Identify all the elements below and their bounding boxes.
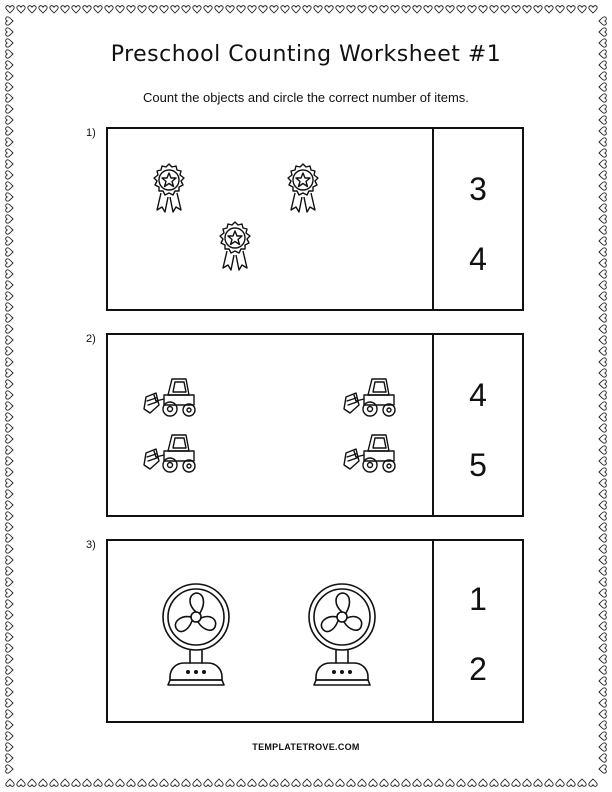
heart-icon: [599, 589, 606, 597]
heart-icon: [391, 6, 399, 13]
question-3-box: [106, 539, 524, 723]
heart-icon: [599, 204, 606, 212]
heart-icon: [556, 779, 564, 786]
heart-icon: [6, 149, 13, 157]
heart-icon: [6, 391, 13, 399]
heart-icon: [468, 6, 476, 13]
heart-icon: [599, 699, 606, 707]
heart-icon: [259, 6, 267, 13]
heart-icon: [599, 380, 606, 388]
heart-icon: [6, 270, 13, 278]
object-area: [108, 541, 434, 721]
heart-icon: [50, 779, 58, 786]
heart-icon: [413, 6, 421, 13]
heart-icon: [599, 28, 606, 36]
heart-icon: [599, 446, 606, 454]
heart-icon: [6, 754, 13, 762]
heart-icon: [314, 6, 322, 13]
heart-icon: [599, 435, 606, 443]
heart-icon: [105, 779, 113, 786]
heart-icon: [512, 779, 520, 786]
heart-icon: [171, 779, 179, 786]
heart-icon: [599, 336, 606, 344]
heart-icon: [347, 779, 355, 786]
heart-icon: [6, 105, 13, 113]
heart-icon: [479, 779, 487, 786]
heart-icon: [589, 779, 597, 786]
heart-icon: [237, 779, 245, 786]
heart-icon: [599, 237, 606, 245]
heart-icon: [6, 622, 13, 630]
heart-icon: [6, 160, 13, 168]
heart-icon: [599, 688, 606, 696]
heart-icon: [215, 6, 223, 13]
heart-icon: [468, 779, 476, 786]
heart-icon: [435, 779, 443, 786]
answer-choices: [434, 129, 522, 309]
answer-choice[interactable]: 4: [469, 377, 487, 413]
heart-icon: [599, 248, 606, 256]
heart-icon: [6, 72, 13, 80]
heart-icon: [599, 369, 606, 377]
heart-icon: [325, 779, 333, 786]
heart-icon: [599, 226, 606, 234]
heart-icon: [599, 347, 606, 355]
heart-icon: [6, 556, 13, 564]
electric-fan-icon: [160, 581, 232, 691]
heart-icon: [534, 6, 542, 13]
heart-icon: [599, 578, 606, 586]
heart-icon: [314, 779, 322, 786]
heart-icon: [599, 413, 606, 421]
heart-icon: [61, 6, 69, 13]
heart-icon: [226, 779, 234, 786]
heart-icon: [6, 779, 14, 786]
answer-choices: [434, 335, 522, 515]
heart-icon: [336, 779, 344, 786]
heart-icon: [292, 6, 300, 13]
answer-choice[interactable]: 3: [469, 171, 487, 207]
heart-icon: [599, 721, 606, 729]
heart-icon: [6, 545, 13, 553]
heart-icon: [599, 677, 606, 685]
heart-icon: [6, 666, 13, 674]
heart-icon: [292, 779, 300, 786]
electric-fan-icon: [306, 581, 378, 691]
heart-icon: [215, 779, 223, 786]
heart-icon: [6, 732, 13, 740]
heart-icon: [6, 677, 13, 685]
question-1-box: [106, 127, 524, 311]
heart-icon: [6, 765, 13, 773]
heart-icon: [83, 779, 91, 786]
heart-icon: [61, 779, 69, 786]
heart-icon: [599, 655, 606, 663]
heart-icon: [512, 6, 520, 13]
heart-icon: [599, 358, 606, 366]
heart-icon: [303, 6, 311, 13]
heart-icon: [6, 171, 13, 179]
heart-icon: [599, 72, 606, 80]
heart-icon: [523, 779, 531, 786]
heart-icon: [6, 336, 13, 344]
answer-choice[interactable]: 5: [469, 447, 487, 483]
heart-icon: [567, 779, 575, 786]
heart-icon: [6, 699, 13, 707]
instructions-text: Count the objects and circle the correct number of items.: [143, 90, 469, 105]
heart-icon: [599, 754, 606, 762]
heart-icon: [105, 6, 113, 13]
heart-icon: [6, 633, 13, 641]
heart-icon: [599, 732, 606, 740]
heart-icon: [545, 6, 553, 13]
heart-icon: [204, 6, 212, 13]
heart-icon: [599, 171, 606, 179]
heart-icon: [523, 6, 531, 13]
heart-icon: [6, 402, 13, 410]
heart-icon: [6, 193, 13, 201]
object-area: [108, 129, 434, 309]
heart-icon: [94, 779, 102, 786]
heart-icon: [490, 779, 498, 786]
heart-icon: [6, 490, 13, 498]
heart-icon: [138, 779, 146, 786]
answer-choices: [434, 541, 522, 721]
heart-icon: [599, 424, 606, 432]
heart-icon: [599, 215, 606, 223]
heart-icon: [6, 457, 13, 465]
heart-icon: [6, 369, 13, 377]
heart-icon: [6, 655, 13, 663]
heart-icon: [6, 578, 13, 586]
heart-icon: [171, 6, 179, 13]
heart-icon: [6, 259, 13, 267]
heart-icon: [599, 501, 606, 509]
heart-icon: [501, 6, 509, 13]
heart-icon: [599, 402, 606, 410]
heart-icon: [281, 6, 289, 13]
heart-icon: [270, 779, 278, 786]
heart-icon: [248, 6, 256, 13]
heart-icon: [149, 779, 157, 786]
heart-icon: [226, 6, 234, 13]
heart-icon: [599, 160, 606, 168]
heart-icon: [6, 435, 13, 443]
heart-icon: [6, 413, 13, 421]
heart-icon: [599, 545, 606, 553]
heart-icon: [17, 779, 25, 786]
heart-icon: [369, 779, 377, 786]
heart-icon: [446, 779, 454, 786]
heart-icon: [599, 534, 606, 542]
heart-icon: [380, 6, 388, 13]
heart-icon: [501, 779, 509, 786]
heart-icon: [6, 380, 13, 388]
heart-icon: [578, 6, 586, 13]
heart-icon: [599, 633, 606, 641]
heart-icon: [6, 721, 13, 729]
heart-icon: [599, 105, 606, 113]
heart-icon: [193, 779, 201, 786]
heart-icon: [160, 779, 168, 786]
heart-icon: [6, 292, 13, 300]
heart-icon: [50, 6, 58, 13]
heart-icon: [6, 468, 13, 476]
heart-icon: [599, 270, 606, 278]
heart-icon: [599, 149, 606, 157]
heart-icon: [380, 779, 388, 786]
heart-icon: [248, 779, 256, 786]
heart-icon: [6, 17, 13, 25]
heart-icon: [6, 237, 13, 245]
award-ribbon-icon: [216, 221, 254, 275]
heart-icon: [556, 6, 564, 13]
heart-icon: [446, 6, 454, 13]
heart-icon: [6, 446, 13, 454]
heart-icon: [6, 358, 13, 366]
heart-icon: [6, 347, 13, 355]
heart-icon: [599, 127, 606, 135]
heart-icon: [599, 182, 606, 190]
award-ribbon-icon: [284, 163, 322, 217]
heart-icon: [6, 424, 13, 432]
heart-icon: [6, 512, 13, 520]
heart-icon: [599, 710, 606, 718]
heart-icon: [599, 303, 606, 311]
heart-icon: [435, 6, 443, 13]
heart-icon: [6, 589, 13, 597]
heart-icon: [6, 182, 13, 190]
heart-icon: [6, 248, 13, 256]
heart-icon: [116, 779, 124, 786]
heart-icon: [599, 611, 606, 619]
heart-icon: [358, 779, 366, 786]
heart-icon: [6, 534, 13, 542]
heart-icon: [545, 779, 553, 786]
heart-icon: [358, 6, 366, 13]
heart-icon: [534, 779, 542, 786]
heart-icon: [599, 765, 606, 773]
heart-icon: [72, 6, 80, 13]
heart-icon: [182, 6, 190, 13]
heart-icon: [6, 127, 13, 135]
heart-icon: [83, 6, 91, 13]
heart-icon: [347, 6, 355, 13]
heart-icon: [6, 116, 13, 124]
heart-icon: [599, 468, 606, 476]
heart-icon: [599, 314, 606, 322]
heart-icon: [204, 779, 212, 786]
heart-icon: [336, 6, 344, 13]
heart-icon: [599, 457, 606, 465]
heart-icon: [599, 259, 606, 267]
heart-icon: [6, 204, 13, 212]
answer-choice[interactable]: 4: [469, 241, 487, 277]
heart-icon: [6, 501, 13, 509]
heart-icon: [599, 193, 606, 201]
heart-icon: [6, 226, 13, 234]
object-area: [108, 335, 434, 515]
heart-icon: [17, 6, 25, 13]
bulldozer-icon: [142, 375, 200, 419]
heart-icon: [599, 600, 606, 608]
heart-icon: [6, 567, 13, 575]
heart-icon: [578, 779, 586, 786]
heart-icon: [599, 281, 606, 289]
heart-icon: [303, 779, 311, 786]
bulldozer-icon: [342, 375, 400, 419]
heart-icon: [599, 17, 606, 25]
question-number: 3): [86, 539, 96, 551]
heart-icon: [567, 6, 575, 13]
question-2-box: [106, 333, 524, 517]
heart-icon: [424, 6, 432, 13]
heart-icon: [94, 6, 102, 13]
heart-icon: [599, 391, 606, 399]
heart-icon: [457, 6, 465, 13]
heart-icon: [182, 779, 190, 786]
heart-icon: [599, 116, 606, 124]
heart-icon: [599, 292, 606, 300]
heart-icon: [127, 779, 135, 786]
heart-icon: [599, 479, 606, 487]
heart-icon: [479, 6, 487, 13]
heart-icon: [28, 779, 36, 786]
heart-icon: [6, 281, 13, 289]
heart-icon: [6, 325, 13, 333]
heart-icon: [6, 479, 13, 487]
heart-icon: [6, 138, 13, 146]
footer-website: TEMPLATETROVE.COM: [252, 742, 360, 752]
heart-icon: [599, 523, 606, 531]
heart-icon: [413, 779, 421, 786]
heart-icon: [599, 138, 606, 146]
heart-icon: [39, 779, 47, 786]
heart-icon: [589, 6, 597, 13]
heart-icon: [6, 710, 13, 718]
heart-icon: [6, 215, 13, 223]
heart-icon: [599, 556, 606, 564]
heart-icon: [270, 6, 278, 13]
heart-icon: [6, 28, 13, 36]
heart-icon: [28, 6, 36, 13]
heart-icon: [391, 779, 399, 786]
heart-icon: [127, 6, 135, 13]
heart-icon: [6, 688, 13, 696]
heart-icon: [259, 779, 267, 786]
heart-icon: [599, 512, 606, 520]
heart-icon: [457, 779, 465, 786]
heart-icon: [369, 6, 377, 13]
heart-icon: [6, 6, 14, 13]
heart-icon: [402, 6, 410, 13]
heart-icon: [424, 779, 432, 786]
heart-icon: [599, 644, 606, 652]
heart-icon: [116, 6, 124, 13]
heart-icon: [325, 6, 333, 13]
heart-icon: [599, 666, 606, 674]
question-number: 2): [86, 333, 96, 345]
heart-icon: [599, 490, 606, 498]
heart-icon: [6, 644, 13, 652]
heart-icon: [599, 325, 606, 333]
heart-icon: [6, 523, 13, 531]
heart-icon: [39, 6, 47, 13]
heart-icon: [6, 303, 13, 311]
heart-icon: [193, 6, 201, 13]
heart-icon: [6, 600, 13, 608]
heart-icon: [72, 779, 80, 786]
heart-icon: [149, 6, 157, 13]
heart-icon: [138, 6, 146, 13]
answer-choice[interactable]: 1: [469, 581, 487, 617]
question-number: 1): [86, 127, 96, 139]
heart-icon: [6, 611, 13, 619]
heart-icon: [599, 567, 606, 575]
heart-icon: [490, 6, 498, 13]
award-ribbon-icon: [150, 163, 188, 217]
bulldozer-icon: [142, 431, 200, 475]
heart-icon: [160, 6, 168, 13]
heart-icon: [281, 779, 289, 786]
heart-icon: [6, 314, 13, 322]
answer-choice[interactable]: 2: [469, 651, 487, 687]
heart-icon: [237, 6, 245, 13]
bulldozer-icon: [342, 431, 400, 475]
page-title: Preschool Counting Worksheet #1: [110, 42, 502, 67]
heart-icon: [599, 622, 606, 630]
heart-icon: [402, 779, 410, 786]
